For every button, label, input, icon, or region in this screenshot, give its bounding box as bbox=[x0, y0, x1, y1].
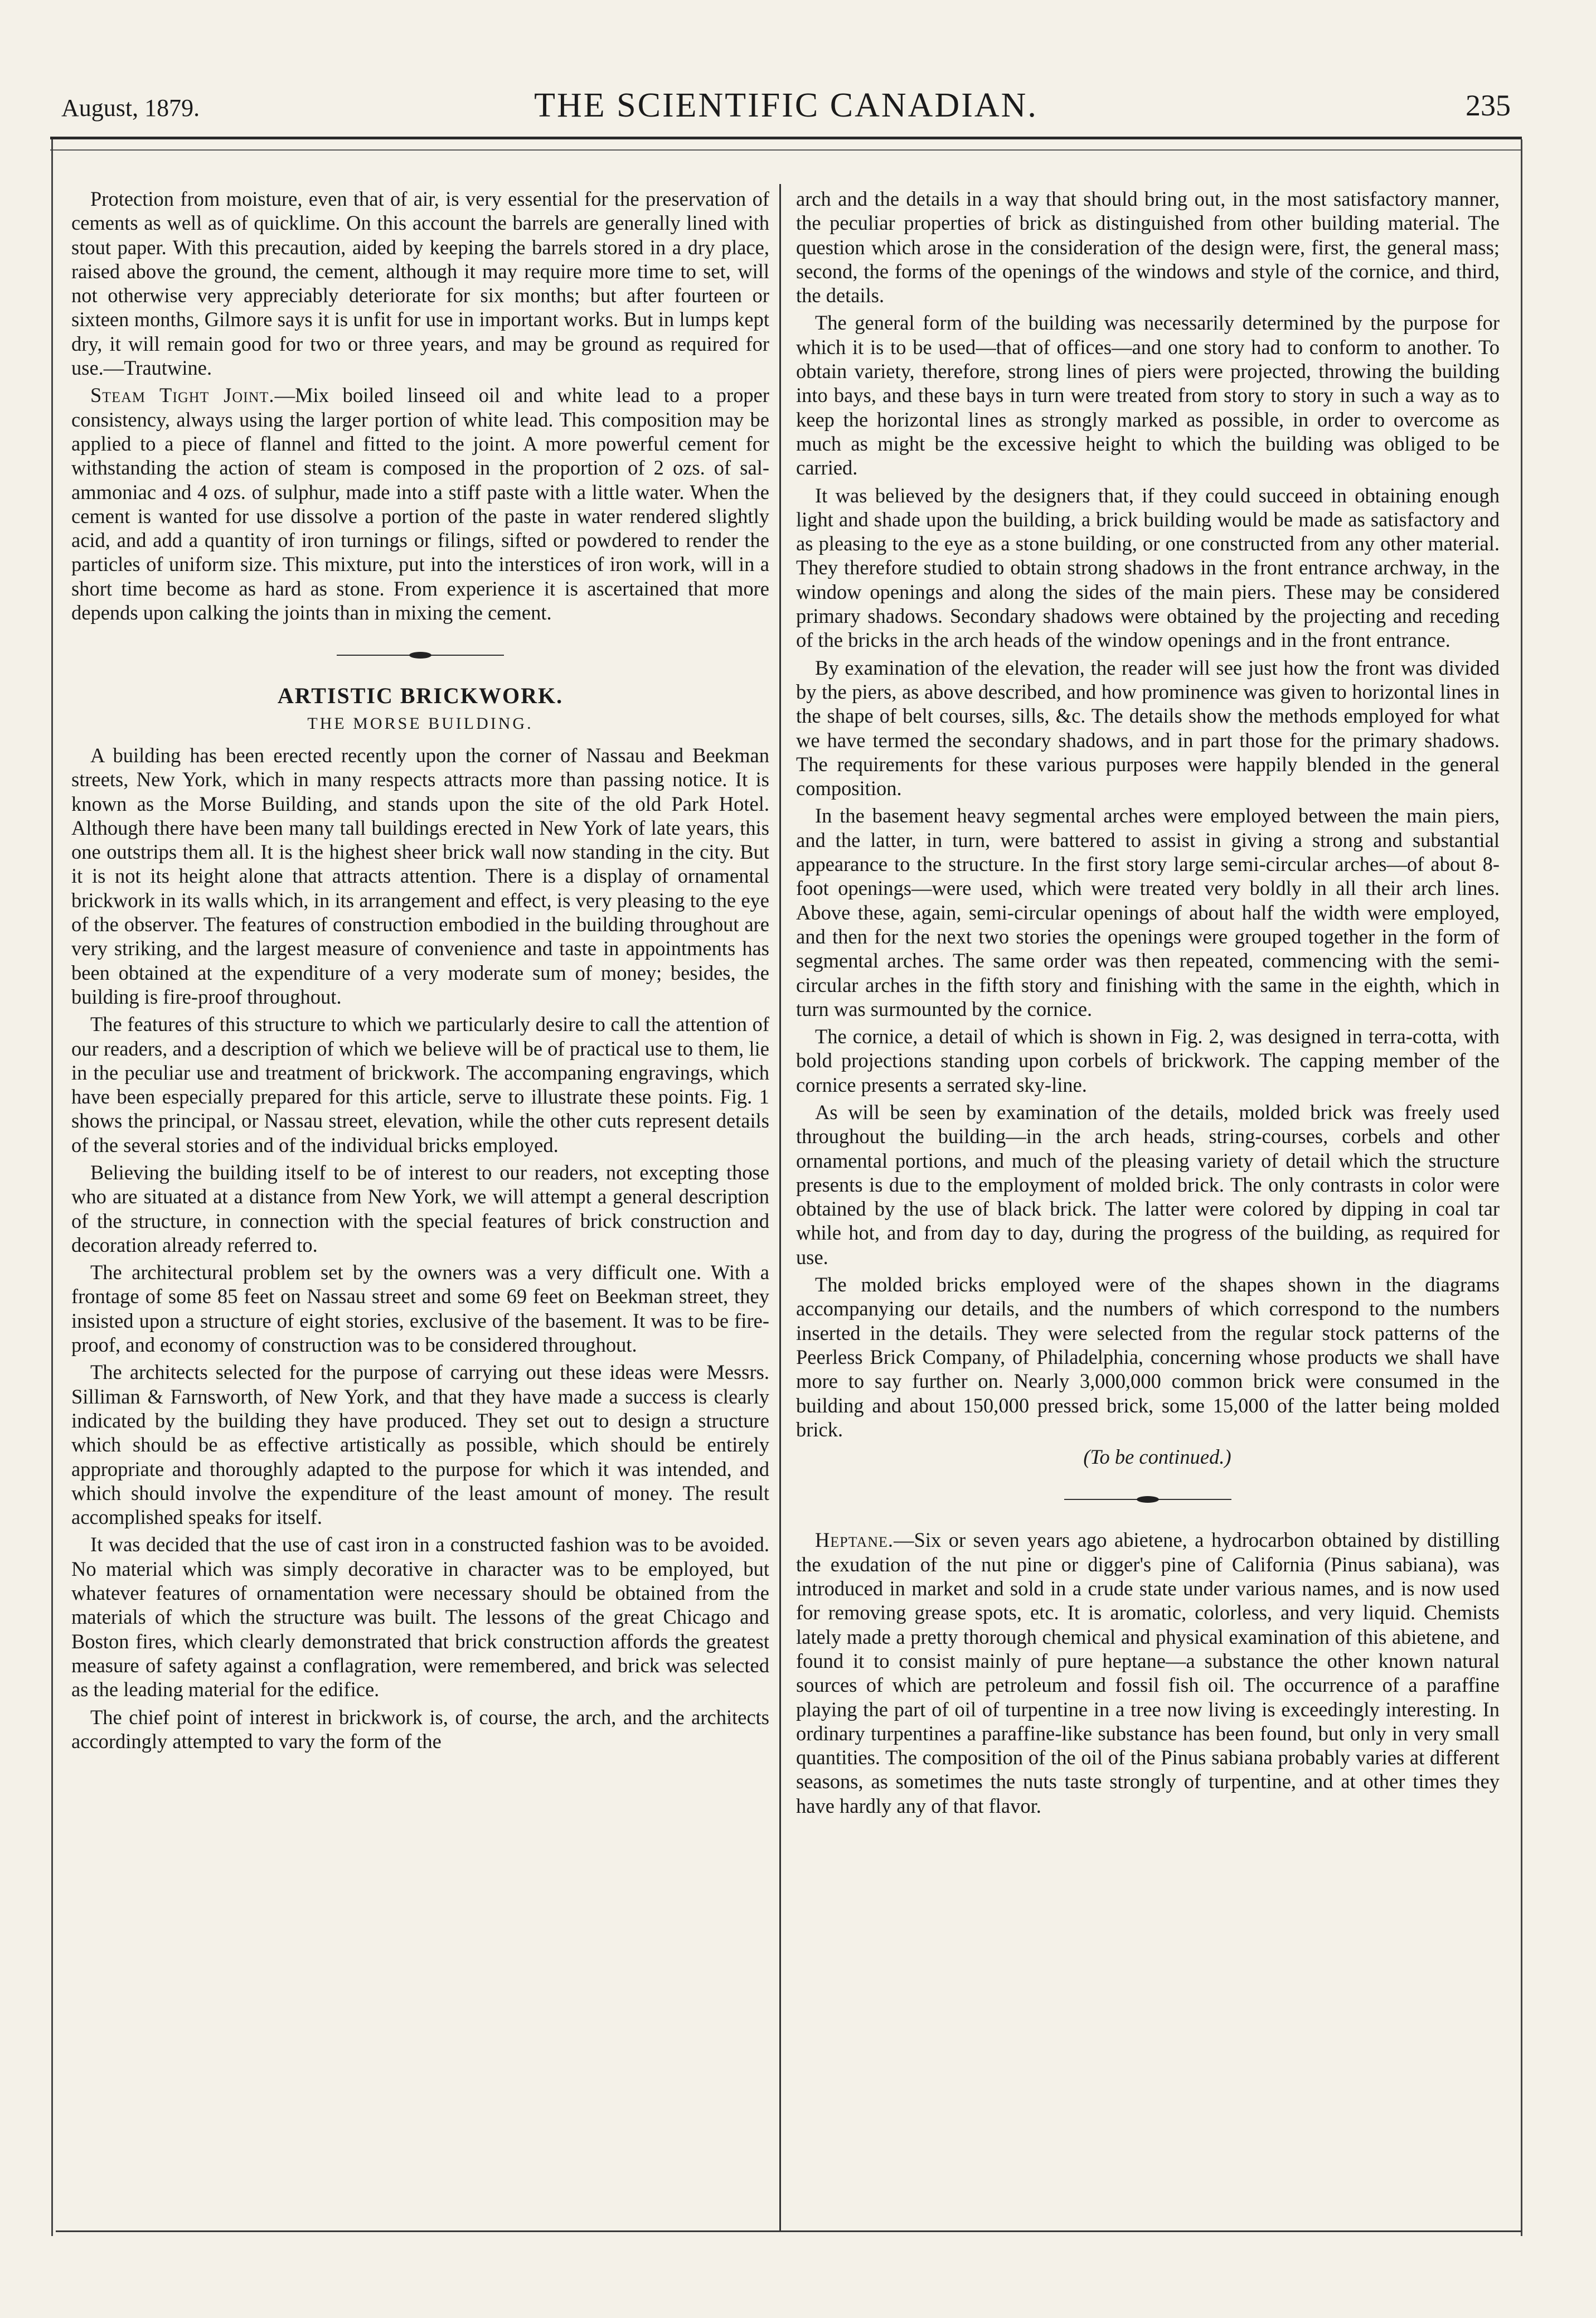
paragraph-arch: The chief point of interest in brickwork is, of course, the arch, and the architects accordingly attempted to vary the form of the bbox=[71, 1705, 769, 1753]
page-number: 235 bbox=[1466, 89, 1511, 122]
paragraph-heptane bbox=[796, 1528, 1500, 1818]
paragraph-materials: It was decided that the use of cast iron in a constructed fashion was to be avoided. No material which was simply decorative in character was to be employed, but whatever features of ornamentation were necessary should be obtained from the materials of which the structure was built. The lessons of the great Chicago and Boston fires, which clearly demonstrated that brick construction affords the greatest measure of safety against a conflagration, were remembered, and brick was selected as the leading material for the edifice. bbox=[71, 1533, 769, 1701]
header-rule-thin bbox=[50, 149, 1522, 151]
page-header bbox=[61, 84, 1511, 134]
left-column bbox=[71, 187, 769, 1753]
steam-joint-body: —Mix boiled linseed oil and white lead to a proper consistency, always using the larger portion of white lead. This composition may be applied to a piece of flannel and fitted to the joint. A more powerful cement for withstanding the action of steam is composed in the proportion of 2 ozs. of sal-ammoniac and 4 ozs. of sulphur, made into a stiff paste with a little water. When the cement is wanted for use dissolve a portion of the paste in water rendered slightly acid, and add a quantity of iron turnings or filings, sifted or powdered to render the particles of uniform size. This mixture, put into the interstices of iron work, will in a short time become as hard as stone. From experience it is ascertained that more depends upon calking the joints than in mixing the cement. bbox=[71, 384, 770, 625]
paragraph-shadows: It was believed by the designers that, if they could succeed in obtaining enough light and shade upon the building, a brick building would be made as satisfactory and as pleasing to the eye as a stone building, or one constructed from any other material. They therefore studied to obtain strong shadows in the front entrance archway, in the window openings and along the sides of the main piers. These may be considered primary shadows. Secondary shadows were obtained by the projecting and receding of the bricks in the arch heads of the window openings and in the front entrance. bbox=[796, 483, 1500, 652]
column-divider bbox=[779, 184, 781, 2230]
footer-rule bbox=[56, 2230, 1522, 2232]
paragraph-morse-intro: A building has been erected recently upon the corner of Nassau and Beekman streets, New York, which in many respects attracts more than passing notice. It is known as the Morse Building, and stands upon the site of the old Park Hotel. Although there have been many tall buildings erected in New York of late years, this one outstrips them all. It is the highest sheer brick wall now standing in the city. But it is not its height alone that attracts attention. There is a display of ornamental brickwork in its walls which, in its arrangement and effect, is very pleasing to the eye of the observer. The features of construction embodied in the building throughout are very striking, and the largest measure of convenience and taste in appointments has been obtained at the expenditure of a very moderate sum of money; besides, the building is fire-proof throughout. bbox=[71, 743, 769, 1008]
section-separator-right bbox=[1064, 1493, 1231, 1506]
steam-joint-lead: Steam Tight Joint. bbox=[90, 384, 275, 407]
paragraph-general-form: The general form of the building was necessarily determined by the purpose for which it is to be used—that of offices—and one story had to conform to another. To obtain variety, therefore, strong lines of piers were projected, throwing the building into bays, and these bays in turn were treated from story to story in such a way as to keep the horizontal lines as strongly marked as possible, in order to overcome as much as might be the excessive height to which the building was obliged to be carried. bbox=[796, 311, 1500, 480]
paragraph-features: The features of this structure to which we particularly desire to call the attention of our readers, and a description of which we believe will be of practical use to them, lie in the peculiar use and treatment of brickwork. The accompaning engravings, which have been especially prepared for this article, serve to illustrate these points. Fig. 1 shows the principal, or Nassau street, elevation, while the other cuts represent details of the several stories and of the individual bricks employed. bbox=[71, 1013, 769, 1156]
paragraph-problem: The architectural problem set by the owners was a very difficult one. With a frontage of some 85 feet on Nassau street and some 69 feet on Beekman street, they insisted upon a structure of eight stories, exclusive of the basement. It was to be fire-proof, and economy of construction was to be considered throughout. bbox=[71, 1261, 769, 1357]
right-column bbox=[796, 187, 1500, 1818]
heptane-body: —Six or seven years ago abietene, a hydrocarbon obtained by distilling the exudation of the nut pine or digger's pine of California (Pinus sabiana), was introduced in market and sold in a crude state under various names, and is now used for removing grease spots, etc. It is aromatic, colorless, and very liquid. Chemists lately made a pretty thorough chemical and physical examination of this abietene, and found it to consist mainly of pure heptane—a substance the other known natural sources of which are petroleum and fossil fish oil. The occurrence of a paraffine playing the part of oil of turpentine in a tree now living is exceedingly interesting. In ordinary turpentines a paraffine-like substance has been found, but only in very small quantities. The composition of the oil of the Pinus sabiana probably varies at different seasons, as sometimes the nuts taste strongly of turpentine, and at other times they have hardly any of that flavor. bbox=[796, 1528, 1500, 1817]
header-rule bbox=[50, 137, 1522, 139]
to-be-continued: (To be continued.) bbox=[1083, 1445, 1231, 1469]
paragraph-description: Believing the building itself to be of interest to our readers, not excepting those who are situated at a distance from New York, we will attempt a general description of the structure, in connection with the special features of brick construction and decoration already referred to. bbox=[71, 1160, 769, 1256]
section-separator bbox=[337, 649, 504, 661]
paragraph-cement-protection: Protection from moisture, even that of air, is very essential for the preservation of cements as well as of quicklime. On this account the barrels are generally lined with stout paper. With this precaution, aided by keeping the barrels stored in a dry place, raised above the ground, the cement, although it may require more time to set, will not otherwise very appreciably deteriorate for six months; but after fourteen or sixteen months, Gilmore says it is unfit for use in important works. But in lumps kept dry, it will remain good for two or three years, and may be ground as required for use.—Trautwine. bbox=[71, 187, 769, 380]
paragraph-arch-continued: arch and the details in a way that should bring out, in the most satisfactory manner, the peculiar properties of brick as distinguished from other building material. The question which arose in the consideration of the design were, first, the general mass; second, the forms of the openings of the windows and style of the cornice, and third, the details. bbox=[796, 187, 1500, 307]
paragraph-elevation: By examination of the elevation, the reader will see just how the front was divided by the piers, as above described, and how prominence was given to horizontal lines in the shape of belt courses, sills, &c. The details show the methods employed for what we have termed the secondary shadows, and in part those for the primary shadows. The requirements for these various purposes were happily blended in the general composition. bbox=[796, 656, 1500, 800]
paragraph-brick-shapes: The molded bricks employed were of the shapes shown in the diagrams accompanying our details, and the numbers of which correspond to the numbers inserted in the details. They were selected from the regular stock patterns of the Peerless Brick Company, of Philadelphia, concerning whose products we shall have more to say further on. Nearly 3,000,000 common brick were consumed in the building and about 150,000 pressed brick, some 15,000 of the latter being molded brick. bbox=[796, 1273, 1500, 1441]
publication-title: THE SCIENTIFIC CANADIAN. bbox=[534, 86, 1038, 124]
left-border-rule bbox=[51, 139, 53, 2236]
paragraph-steam-joint bbox=[71, 383, 769, 625]
paragraph-basement: In the basement heavy segmental arches were employed between the main piers, and the latter, in turn, were battered to assist in giving a strong and substantial appearance to the structure. In the first story large semi-circular arches—of about 8-foot openings—were used, which were treated very boldly in all their arch lines. Above these, again, semi-circular openings of about half the width were employed, and then for the next two stories the openings were grouped together in the form of segmental arches. The same order was then repeated, commencing with the semi-circular arches in the fifth story and finishing with the same in the eighth, which in turn was surmounted by the cornice. bbox=[796, 804, 1500, 1020]
paragraph-cornice: The cornice, a detail of which is shown in Fig. 2, was designed in terra-cotta, with bold projections standing upon corbels of brickwork. The capping member of the cornice presents a serrated sky-line. bbox=[796, 1025, 1500, 1096]
article-subheading: THE MORSE BUILDING. bbox=[307, 714, 533, 733]
heptane-lead: Heptane. bbox=[815, 1528, 894, 1552]
paragraph-molded-brick: As will be seen by examination of the details, molded brick was freely used throughout the building—in the arch heads, string-courses, corbels and other ornamental portions, and much of the pleasing variety of detail which the structure presents is due to the employment of molded brick. The only contrasts in color were obtained by the use of black brick. The latter were colored by dipping in coal tar while hot, and from day to day, during the progress of the building, as required for use. bbox=[796, 1100, 1500, 1269]
article-heading: ARTISTIC BRICKWORK. bbox=[277, 683, 564, 709]
right-border-rule bbox=[1521, 139, 1522, 2236]
paragraph-architects: The architects selected for the purpose of carrying out these ideas were Messrs. Silliman & Farnsworth, of New York, and that they have made a success is clearly indicated by the building they have produced. They set out to design a structure which should be as effective artistically as possible, which should be entirely appropriate and thoroughly adapted to the purpose for which it was intended, and which should involve the expenditure of the least amount of money. The result accomplished speaks for itself. bbox=[71, 1361, 769, 1529]
issue-date: August, 1879. bbox=[61, 94, 200, 122]
